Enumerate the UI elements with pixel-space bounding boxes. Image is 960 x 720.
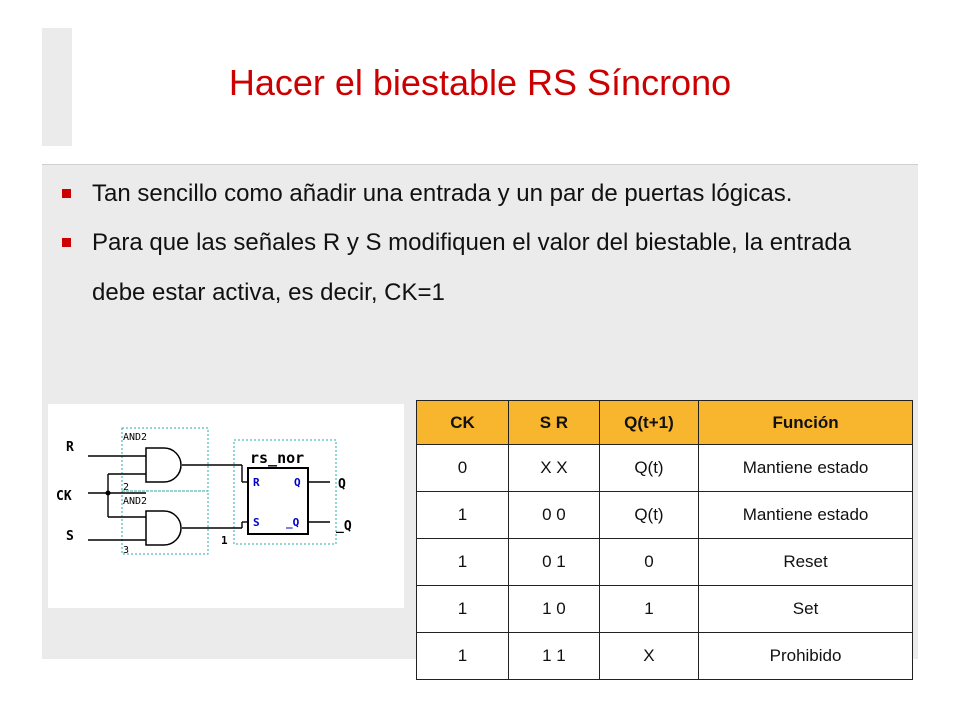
- table-cell: X: [599, 633, 698, 680]
- output-label-qn: _Q: [336, 519, 352, 534]
- table-row: [417, 633, 913, 680]
- bullet-text: Para que las señales R y S modifiquen el valor del biestable, la entrada debe estar activa, es decir, CK=1: [92, 229, 852, 306]
- table-cell: 0 1: [509, 539, 600, 586]
- square-bullet-icon: [62, 238, 71, 247]
- table-cell: Prohibido: [699, 633, 913, 680]
- table-row: [417, 539, 913, 586]
- table-cell: 0: [599, 539, 698, 586]
- bullet-list: [62, 176, 862, 328]
- table-cell: 1 1: [509, 633, 600, 680]
- bullet-item: [62, 218, 862, 318]
- block-pin-label: R: [253, 476, 260, 489]
- table-cell: Set: [699, 586, 913, 633]
- input-label-r: R: [66, 440, 74, 455]
- table-cell: 0: [417, 445, 509, 492]
- table-cell: 1: [417, 492, 509, 539]
- table-header-row: [417, 401, 913, 445]
- table-cell: X X: [509, 445, 600, 492]
- table-cell: Mantiene estado: [699, 492, 913, 539]
- block-instance-label: 1: [221, 534, 228, 547]
- table-cell: 1: [417, 633, 509, 680]
- table-cell: 1 0: [509, 586, 600, 633]
- table-cell: 1: [417, 539, 509, 586]
- block-pin-label: _Q: [286, 516, 300, 529]
- truth-table: [416, 400, 913, 680]
- table-cell: Reset: [699, 539, 913, 586]
- output-label-q: Q: [338, 477, 346, 492]
- bullet-text: Tan sencillo como añadir una entrada y un par de puertas lógicas.: [92, 180, 793, 207]
- circuit-diagram: [48, 404, 404, 608]
- square-bullet-icon: [62, 189, 71, 198]
- table-cell: Q(t): [599, 445, 698, 492]
- pin-label: 2: [123, 482, 130, 493]
- table-cell: Q(t): [599, 492, 698, 539]
- table-row: [417, 586, 913, 633]
- gate-label: AND2: [123, 496, 148, 507]
- and-gate-top: [146, 448, 181, 482]
- table-row: [417, 445, 913, 492]
- junction-dot: [106, 491, 111, 496]
- block-label: rs_nor: [250, 449, 305, 467]
- block-pin-label: S: [253, 516, 260, 529]
- pin-label: 3: [123, 545, 130, 556]
- input-label-ck: CK: [56, 489, 72, 504]
- circuit-schematic: [48, 404, 404, 608]
- table-row: [417, 492, 913, 539]
- table-cell: Mantiene estado: [699, 445, 913, 492]
- table-cell: 1: [599, 586, 698, 633]
- slide-title: Hacer el biestable RS Síncrono: [228, 62, 732, 103]
- column-header: Función: [699, 401, 913, 445]
- table-cell: 1: [417, 586, 509, 633]
- table-cell: 0 0: [509, 492, 600, 539]
- and-gate-bottom: [146, 511, 181, 545]
- column-header: S R: [509, 401, 600, 445]
- column-header: CK: [417, 401, 509, 445]
- input-label-s: S: [66, 529, 74, 544]
- block-pin-label: Q: [294, 476, 301, 489]
- column-header: Q(t+1): [599, 401, 698, 445]
- bullet-item: [62, 176, 862, 212]
- gate-label: AND2: [123, 432, 148, 443]
